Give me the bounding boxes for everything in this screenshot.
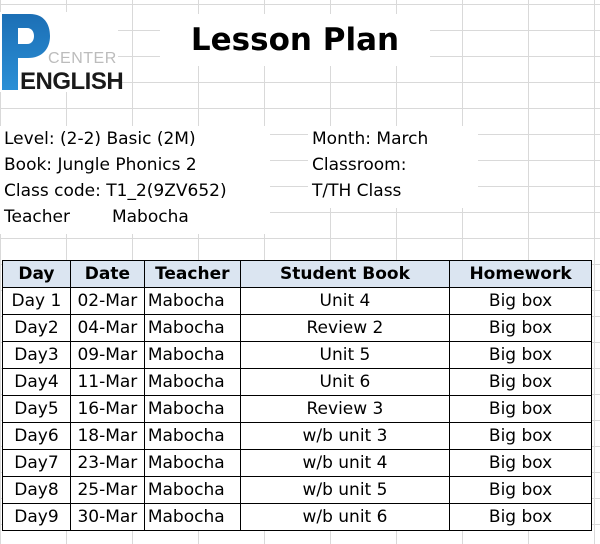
- cell-date: 25-Mar: [70, 477, 144, 504]
- cell-teacher: Mabocha: [144, 477, 240, 504]
- classroom-label: Classroom:: [312, 155, 407, 175]
- header-date: Date: [70, 261, 144, 288]
- cell-date: 23-Mar: [70, 450, 144, 477]
- cell-date: 02-Mar: [70, 288, 144, 315]
- cell-homework: Big box: [450, 504, 592, 531]
- cell-homework: Big box: [450, 288, 592, 315]
- table-row: [3, 342, 592, 369]
- cell-day: Day5: [3, 396, 71, 423]
- cell-day: Day 1: [3, 288, 71, 315]
- month-label: Month: March: [312, 129, 429, 149]
- center-english-logo: [0, 12, 124, 95]
- cell-date: 16-Mar: [70, 396, 144, 423]
- table-row: [3, 396, 592, 423]
- table-row: [3, 423, 592, 450]
- table-row: [3, 450, 592, 477]
- cell-teacher: Mabocha: [144, 288, 240, 315]
- table-header-row: [3, 261, 592, 288]
- cell-date: 30-Mar: [70, 504, 144, 531]
- logo-center-text: CENTER: [48, 50, 117, 67]
- cell-teacher: Mabocha: [144, 504, 240, 531]
- header-student-book: Student Book: [240, 261, 449, 288]
- table-row: [3, 504, 592, 531]
- cell-student-book: Unit 4: [240, 288, 449, 315]
- teacher-label: Teacher: [4, 207, 70, 227]
- cell-student-book: Review 3: [240, 396, 449, 423]
- cell-date: 09-Mar: [70, 342, 144, 369]
- cell-day: Day6: [3, 423, 71, 450]
- cell-day: Day3: [3, 342, 71, 369]
- teacher-row: [4, 204, 270, 230]
- lesson-plan-table: [2, 260, 592, 531]
- cell-teacher: Mabocha: [144, 369, 240, 396]
- cell-student-book: w/b unit 3: [240, 423, 449, 450]
- cell-day: Day7: [3, 450, 71, 477]
- cell-teacher: Mabocha: [144, 342, 240, 369]
- cell-day: Day8: [3, 477, 71, 504]
- table-row: [3, 477, 592, 504]
- cell-teacher: Mabocha: [144, 450, 240, 477]
- header-teacher: Teacher: [144, 261, 240, 288]
- page-title: Lesson Plan: [160, 14, 430, 66]
- cell-homework: Big box: [450, 423, 592, 450]
- schedule-label: T/TH Class: [312, 181, 402, 201]
- class-info-left: [0, 126, 270, 234]
- cell-student-book: w/b unit 6: [240, 504, 449, 531]
- cell-day: Day9: [3, 504, 71, 531]
- table-row: [3, 369, 592, 396]
- cell-student-book: Review 2: [240, 315, 449, 342]
- cell-day: Day2: [3, 315, 71, 342]
- cell-teacher: Mabocha: [144, 315, 240, 342]
- cell-date: 04-Mar: [70, 315, 144, 342]
- cell-teacher: Mabocha: [144, 423, 240, 450]
- table-row: [3, 315, 592, 342]
- cell-homework: Big box: [450, 369, 592, 396]
- teacher-name: Mabocha: [111, 207, 189, 227]
- cell-date: 11-Mar: [70, 369, 144, 396]
- table-row: [3, 288, 592, 315]
- class-info-right: [308, 126, 478, 208]
- header-homework: Homework: [450, 261, 592, 288]
- logo-english-text: ENGLISH: [20, 68, 124, 95]
- cell-homework: Big box: [450, 396, 592, 423]
- cell-student-book: Unit 6: [240, 369, 449, 396]
- cell-homework: Big box: [450, 477, 592, 504]
- class-code-label: Class code: T1_2(9ZV652): [4, 181, 227, 201]
- cell-date: 18-Mar: [70, 423, 144, 450]
- cell-homework: Big box: [450, 450, 592, 477]
- cell-student-book: w/b unit 4: [240, 450, 449, 477]
- cell-student-book: w/b unit 5: [240, 477, 449, 504]
- cell-day: Day4: [3, 369, 71, 396]
- cell-teacher: Mabocha: [144, 396, 240, 423]
- cell-homework: Big box: [450, 342, 592, 369]
- book-label: Book: Jungle Phonics 2: [4, 155, 197, 175]
- cell-student-book: Unit 5: [240, 342, 449, 369]
- cell-homework: Big box: [450, 315, 592, 342]
- level-label: Level: (2-2) Basic (2M): [4, 129, 196, 149]
- header-day: Day: [3, 261, 71, 288]
